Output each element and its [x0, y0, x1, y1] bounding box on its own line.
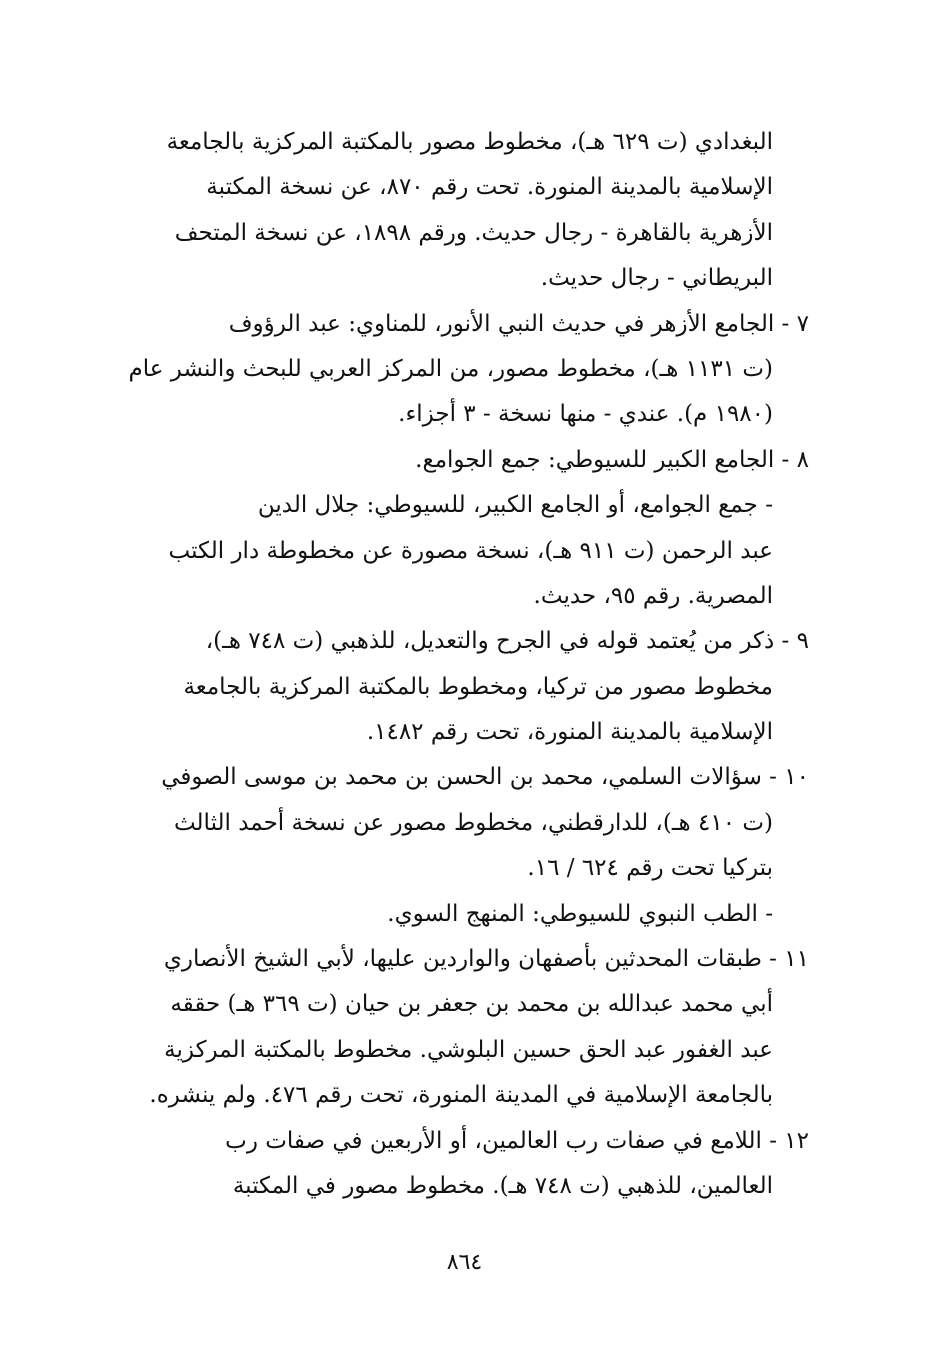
entry-9-line: ٩ - ذكر من يُعتمد قوله في الجرح والتعديل، للذهبي (ت ٧٤٨ هـ)، [205, 628, 809, 655]
text-line: الأزهرية بالقاهرة - رجال حديث. ورقم ١٨٩٨، عن نسخة المتحف [174, 219, 773, 246]
body-text [109, 120, 809, 1209]
text-line: البغدادي (ت ٦٢٩ هـ)، مخطوط مصور بالمكتبة المركزية بالجامعة [166, 129, 773, 155]
page-number: ٨٦٤ [446, 1250, 483, 1275]
text-line: بالجامعة الإسلامية في المدينة المنورة، تحت رقم ٤٧٦. ولم ينشره. [149, 1082, 773, 1109]
text-line: (١٩٨٠ م). عندي - منها نسخة - ٣ أجزاء. [398, 401, 773, 428]
entry-8-line: ٨ - الجامع الكبير للسيوطي: جمع الجوامع. [415, 446, 809, 473]
text-line: المصرية. رقم ٩٥، حديث. [533, 582, 773, 609]
text-line: - الطب النبوي للسيوطي: المنهج السوي. [387, 900, 773, 927]
text-line: (ت ١١٣١ هـ)، مخطوط مصور، من المركز العربي للبحث والنشر عام [128, 355, 773, 382]
text-line: الإسلامية بالمدينة المنورة، تحت رقم ١٤٨٢. [366, 719, 773, 746]
text-line: عبد الرحمن (ت ٩١١ هـ)، نسخة مصورة عن مخطوطة دار الكتب [168, 537, 773, 564]
entry-7-line: ٧ - الجامع الأزهر في حديث النبي الأنور، للمناوي: عبد الرؤوف [228, 310, 809, 337]
text-line: البريطاني - رجال حديث. [540, 265, 773, 292]
text-line: (ت ٤١٠ هـ)، للدارقطني، مخطوط مصور عن نسخة أحمد الثالث [173, 809, 773, 836]
text-line: بتركيا تحت رقم ٦٢٤ / ١٦. [527, 855, 773, 882]
entry-11-line: ١١ - طبقات المحدثين بأصفهان والواردين عليها، لأبي الشيخ الأنصاري [163, 946, 809, 973]
text-line: أبي محمد عبدالله بن محمد بن جعفر بن حيان (ت ٣٦٩ هـ) حققه [170, 991, 773, 1018]
text-line: عبد الغفور عبد الحق حسين البلوشي. مخطوط بالمكتبة المركزية [164, 1036, 773, 1063]
text-line: مخطوط مصور من تركيا، ومخطوط بالمكتبة المركزية بالجامعة [183, 673, 773, 700]
entry-10-line: ١٠ - سؤالات السلمي، محمد بن الحسن بن محمد بن موسى الصوفي [161, 764, 809, 791]
entry-12-line: ١٢ - اللامع في صفات رب العالمين، أو الأربعين في صفات رب [225, 1127, 809, 1154]
text-line: - جمع الجوامع، أو الجامع الكبير، للسيوطي: جلال الدين [257, 492, 773, 519]
text-line: الإسلامية بالمدينة المنورة. تحت رقم ٨٧٠، عن نسخة المكتبة [206, 174, 773, 201]
text-line: العالمين، للذهبي (ت ٧٤٨ هـ). مخطوط مصور في المكتبة [232, 1172, 773, 1199]
